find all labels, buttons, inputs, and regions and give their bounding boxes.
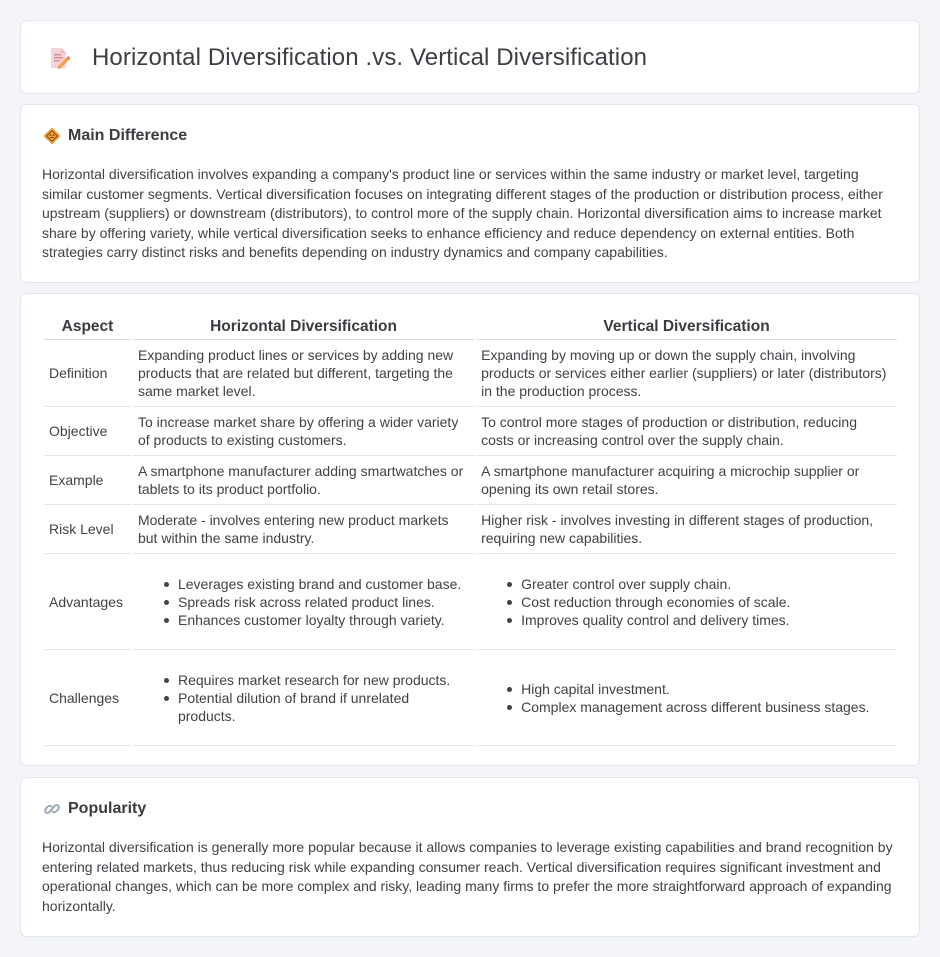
vertical-cell: To control more stages of production or distribution, reducing costs or increasing control over the supply chain. <box>476 407 897 456</box>
comparison-table-section <box>20 293 920 766</box>
table-row <box>44 505 897 554</box>
table-row <box>44 554 897 650</box>
aspect-cell: Challenges <box>44 650 131 746</box>
vertical-cell: Higher risk - involves investing in different stages of production, requiring new capabilities. <box>476 505 897 554</box>
header-card <box>20 20 920 94</box>
list-item: Cost reduction through economies of scale. <box>521 593 892 611</box>
list-item: Potential dilution of brand if unrelated products. <box>178 689 469 725</box>
aspect-cell: Advantages <box>44 554 131 650</box>
document-edit-icon <box>47 46 71 70</box>
horizontal-cell: Moderate - involves entering new product markets but within the same industry. <box>133 505 474 554</box>
vertical-cell <box>476 650 897 746</box>
advantages-vertical-list <box>481 575 892 629</box>
main-difference-section <box>20 104 920 283</box>
table-row <box>44 407 897 456</box>
column-header-aspect: Aspect <box>44 315 131 340</box>
horizontal-cell: Expanding product lines or services by adding new products that are related but different, targeting the same market level. <box>133 340 474 407</box>
list-item: Spreads risk across related product lines. <box>178 593 469 611</box>
popularity-section <box>20 777 920 937</box>
challenges-vertical-list <box>481 680 892 716</box>
vertical-cell: Expanding by moving up or down the supply chain, involving products or services either earlier (suppliers) or later (distributors) in the production process. <box>476 340 897 407</box>
main-difference-text: Horizontal diversification involves expanding a company's product line or services within the same industry or market level, targeting similar customer segments. Vertical diversification focuses on integrating different stages of the production or distribution process, either upstream (suppliers) or downstream (distributors), to control more of the supply chain. Horizontal diversification aims to increase market share by offering variety, while vertical diversification seeks to enhance efficiency and reduce dependency on external entities. Both strategies carry distinct risks and benefits depending on industry dynamics and company capabilities. <box>42 166 883 261</box>
aspect-cell: Example <box>44 456 131 505</box>
popularity-text: Horizontal diversification is generally more popular because it allows companies to leverage existing capabilities and brand recognition by entering related markets, thus reducing risk while expanding consumer reach. Vertical diversification requires significant investment and operational changes, which can be more complex and risky, leading many firms to prefer the more straightforward approach of expanding horizontally. <box>42 839 893 914</box>
aspect-cell: Objective <box>44 407 131 456</box>
comparison-table <box>42 315 899 746</box>
diamond-sign-icon <box>43 127 61 145</box>
table-row <box>44 456 897 505</box>
list-item: Greater control over supply chain. <box>521 575 892 593</box>
section-title: Popularity <box>68 800 147 817</box>
column-header-horizontal: Horizontal Diversification <box>133 315 474 340</box>
vertical-cell <box>476 554 897 650</box>
popularity-heading <box>43 800 146 818</box>
list-item: Complex management across different business stages. <box>521 698 892 716</box>
advantages-horizontal-list <box>138 575 469 629</box>
section-title: Main Difference <box>68 127 188 144</box>
table-header-row <box>44 315 897 340</box>
main-difference-heading <box>43 127 187 145</box>
list-item: Requires market research for new products. <box>178 671 469 689</box>
horizontal-cell: A smartphone manufacturer adding smartwatches or tablets to its product portfolio. <box>133 456 474 505</box>
table-row <box>44 340 897 407</box>
vertical-cell: A smartphone manufacturer acquiring a microchip supplier or opening its own retail stores. <box>476 456 897 505</box>
link-icon <box>43 800 61 818</box>
list-item: Improves quality control and delivery times. <box>521 611 892 629</box>
list-item: High capital investment. <box>521 680 892 698</box>
list-item: Enhances customer loyalty through variety. <box>178 611 469 629</box>
list-item: Leverages existing brand and customer base. <box>178 575 469 593</box>
column-header-vertical: Vertical Diversification <box>476 315 897 340</box>
page-title: Horizontal Diversification .vs. Vertical Diversification <box>92 44 648 71</box>
aspect-cell: Definition <box>44 340 131 407</box>
horizontal-cell <box>133 650 474 746</box>
horizontal-cell <box>133 554 474 650</box>
challenges-horizontal-list <box>138 671 469 725</box>
table-row <box>44 650 897 746</box>
aspect-cell: Risk Level <box>44 505 131 554</box>
horizontal-cell: To increase market share by offering a wider variety of products to existing customers. <box>133 407 474 456</box>
